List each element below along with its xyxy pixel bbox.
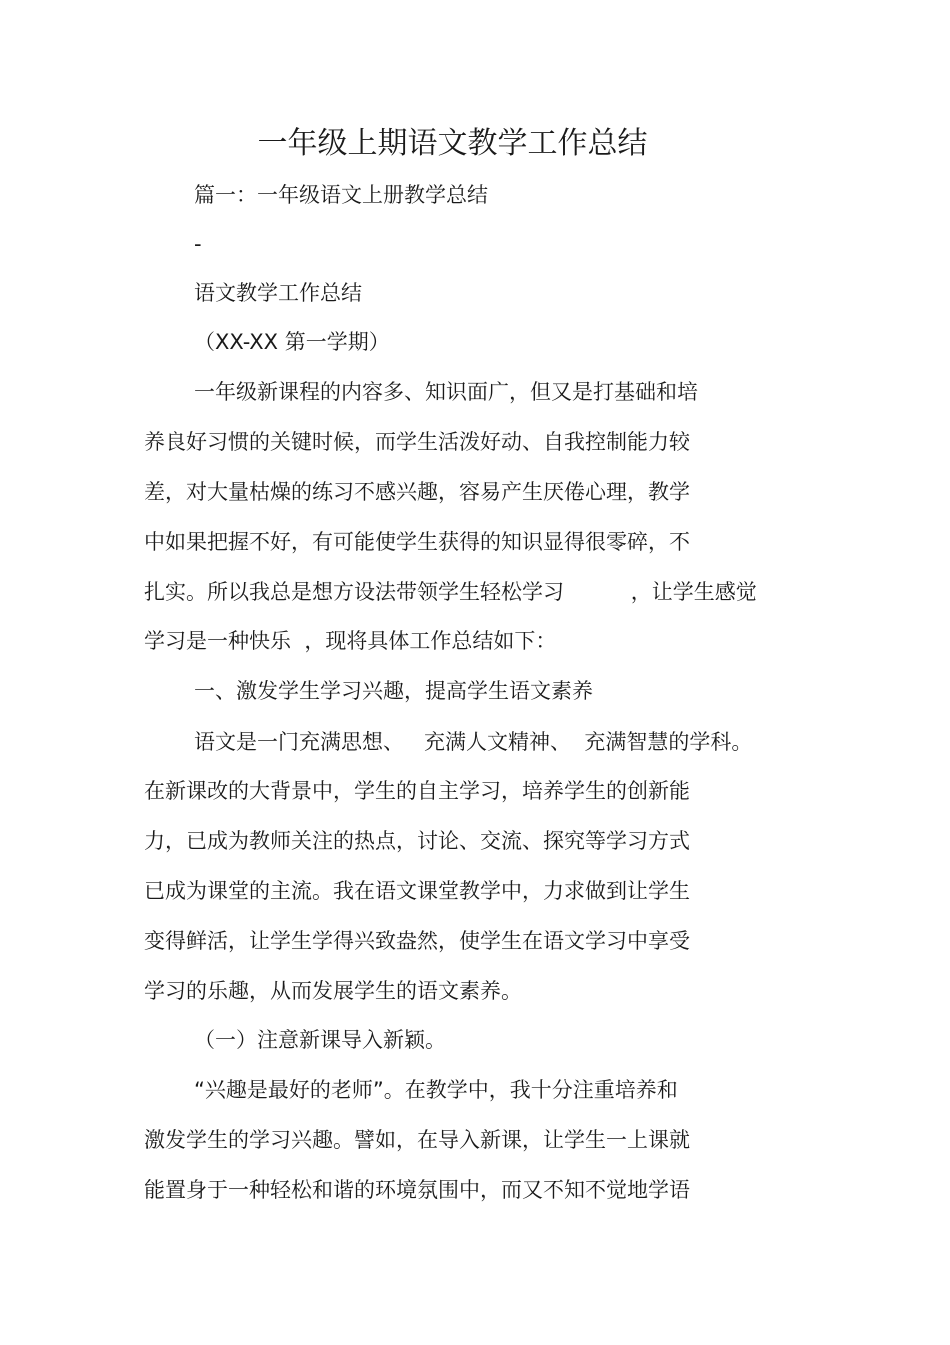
paragraph-line: “兴趣是最好的老师”。在教学中，我十分注重培养和: [194, 1078, 678, 1102]
document-title: 一年级上期语文教学工作总结: [257, 126, 648, 161]
section-one-heading: 一、激发学生学习兴趣，提高学生语文素养: [194, 679, 593, 703]
paragraph-line: 语文是一门充满思想、 充满人文精神、 充满智慧的学科。: [194, 730, 753, 754]
paragraph-line: 激发学生的学习兴趣。譬如，在导入新课，让学生一上课就: [144, 1128, 690, 1152]
subsection-heading: （一）注意新课导入新颖。: [194, 1028, 446, 1052]
paragraph-line: 力，已成为教师关注的热点，讨论、交流、探究等学习方式: [144, 829, 690, 853]
subtitle: 语文教学工作总结: [194, 281, 362, 305]
dash-line: -: [194, 232, 202, 256]
paragraph-line: 已成为课堂的主流。我在语文课堂教学中，力求做到让学生: [144, 879, 690, 903]
paragraph-line: 在新课改的大背景中，学生的自主学习，培养学生的创新能: [144, 779, 690, 803]
paragraph-line: 能置身于一种轻松和谐的环境氛围中，而又不知不觉地学语: [144, 1178, 690, 1202]
paragraph-line: 学习的乐趣，从而发展学生的语文素养。: [144, 979, 522, 1003]
paragraph-line: 变得鲜活，让学生学得兴致盎然，使学生在语文学习中享受: [144, 929, 690, 953]
paragraph-line: 一年级新课程的内容多、知识面广，但又是打基础和培: [194, 380, 698, 404]
paragraph-line: 扎实。所以我总是想方设法带领学生轻松学习 ，让学生感觉: [144, 580, 757, 604]
semester-note: （XX-XX 第一学期）: [194, 330, 390, 354]
paragraph-line: 中如果把握不好，有可能使学生获得的知识显得很零碎，不: [144, 530, 690, 554]
paragraph-line: 差，对大量枯燥的练习不感兴趣，容易产生厌倦心理，教学: [144, 480, 690, 504]
paragraph-line: 养良好习惯的关键时候，而学生活泼好动、自我控制能力较: [144, 430, 690, 454]
section-heading: 篇一：一年级语文上册教学总结: [194, 183, 488, 207]
paragraph-line: 学习是一种快乐 ，现将具体工作总结如下：: [144, 629, 557, 653]
